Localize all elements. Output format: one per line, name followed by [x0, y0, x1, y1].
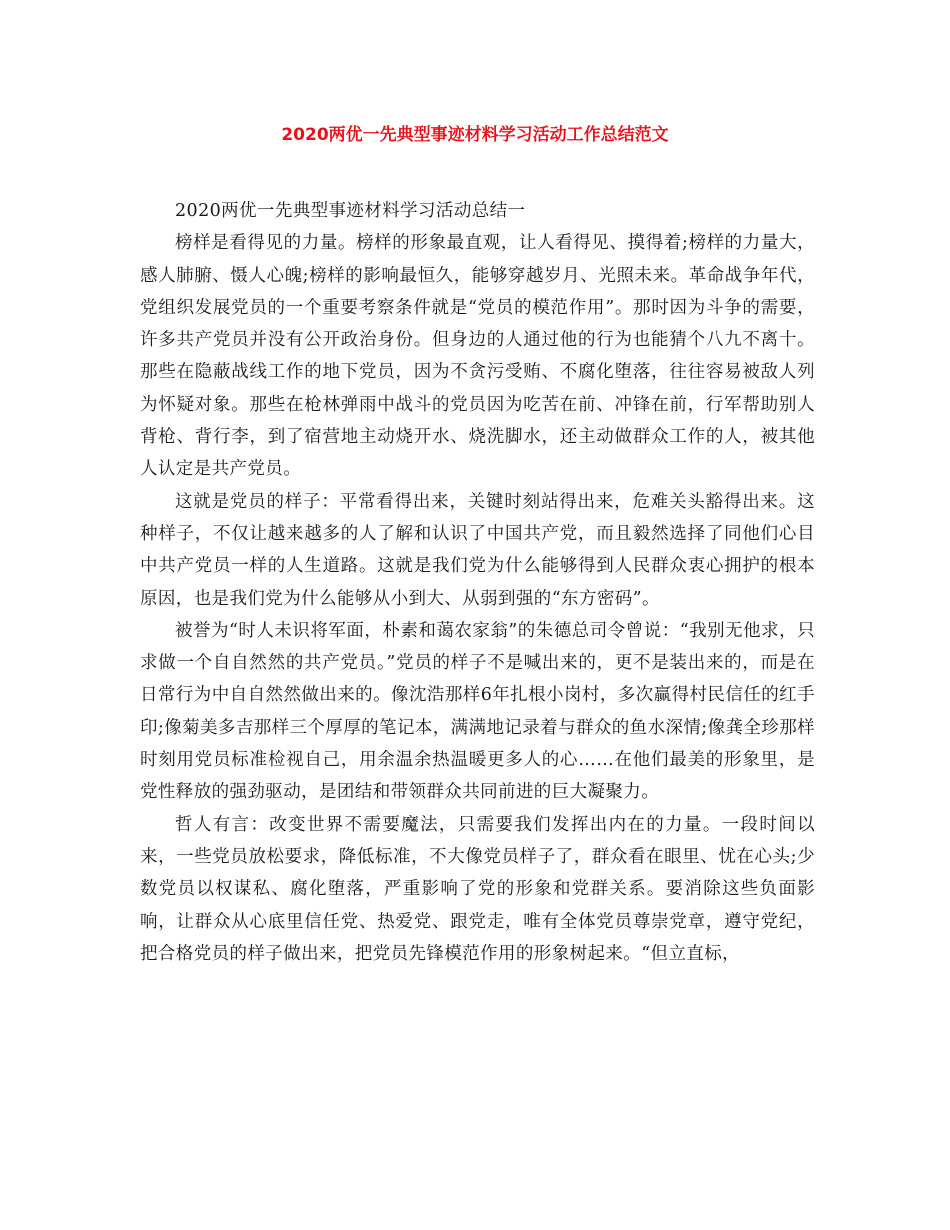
- paragraph: 被誉为“时人未识将军面，朴素和蔼农家翁”的朱德总司令曾说：“我别无他求，只求做一个自自然然的共产党员。”党员的样子不是喊出来的，更不是装出来的，而是在日常行为中自自然然做出来的。像沈浩那样6年扎根小岗村，多次赢得村民信任的红手印;像菊美多吉那样三个厚厚的笔记本，满满地记录着与群众的鱼水深情;像龚全珍那样时刻用党员标准检视自己，用余温余热温暖更多人的心……在他们最美的形象里，是党性释放的强劲驱动，是团结和带领群众共同前进的巨大凝聚力。: [140, 620, 815, 803]
- paragraph: 榜样是看得见的力量。榜样的形象最直观，让人看得见、摸得着;榜样的力量大，感人肺腑、慑人心魄;榜样的影响最恒久，能够穿越岁月、光照未来。革命战争年代，党组织发展党员的一个重要考察条件就是“党员的模范作用”。那时因为斗争的需要，许多共产党员并没有公开政治身份。但身边的人通过他的行为也能猜个八九不离十。那些在隐蔽战线工作的地下党员，因为不贪污受贿、不腐化堕落，往往容易被敌人列为怀疑对象。那些在枪林弹雨中战斗的党员因为吃苦在前、冲锋在前，行军帮助别人背枪、背行李，到了宿营地主动烧开水、烧洗脚水，还主动做群众工作的人，被其他人认定是共产党员。: [140, 233, 815, 480]
- paragraph: 哲人有言：改变世界不需要魔法，只需要我们发挥出内在的力量。一段时间以来，一些党员放松要求，降低标准，不大像党员样子了，群众看在眼里、忧在心头;少数党员以权谋私、腐化堕落，严重影响了党的形象和党群关系。要消除这些负面影响，让群众从心底里信任党、热爱党、跟党走，唯有全体党员尊崇党章，遵守党纪，把合格党员的样子做出来，把党员先锋模范作用的形象树起来。“但立直标，: [140, 814, 815, 964]
- document-title: 2020两优一先典型事迹材料学习活动工作总结范文: [281, 125, 669, 145]
- document-body: [140, 195, 815, 970]
- section-heading: 2020两优一先典型事迹材料学习活动总结一: [175, 201, 526, 221]
- paragraph: 这就是党员的样子：平常看得出来，关键时刻站得出来，危难关头豁得出来。这种样子，不仅让越来越多的人了解和认识了中国共产党，而且毅然选择了同他们心目中共产党员一样的人生道路。这就是我们党为什么能够得到人民群众衷心拥护的根本原因，也是我们党为什么能够从小到大、从弱到强的“东方密码”。: [140, 491, 815, 609]
